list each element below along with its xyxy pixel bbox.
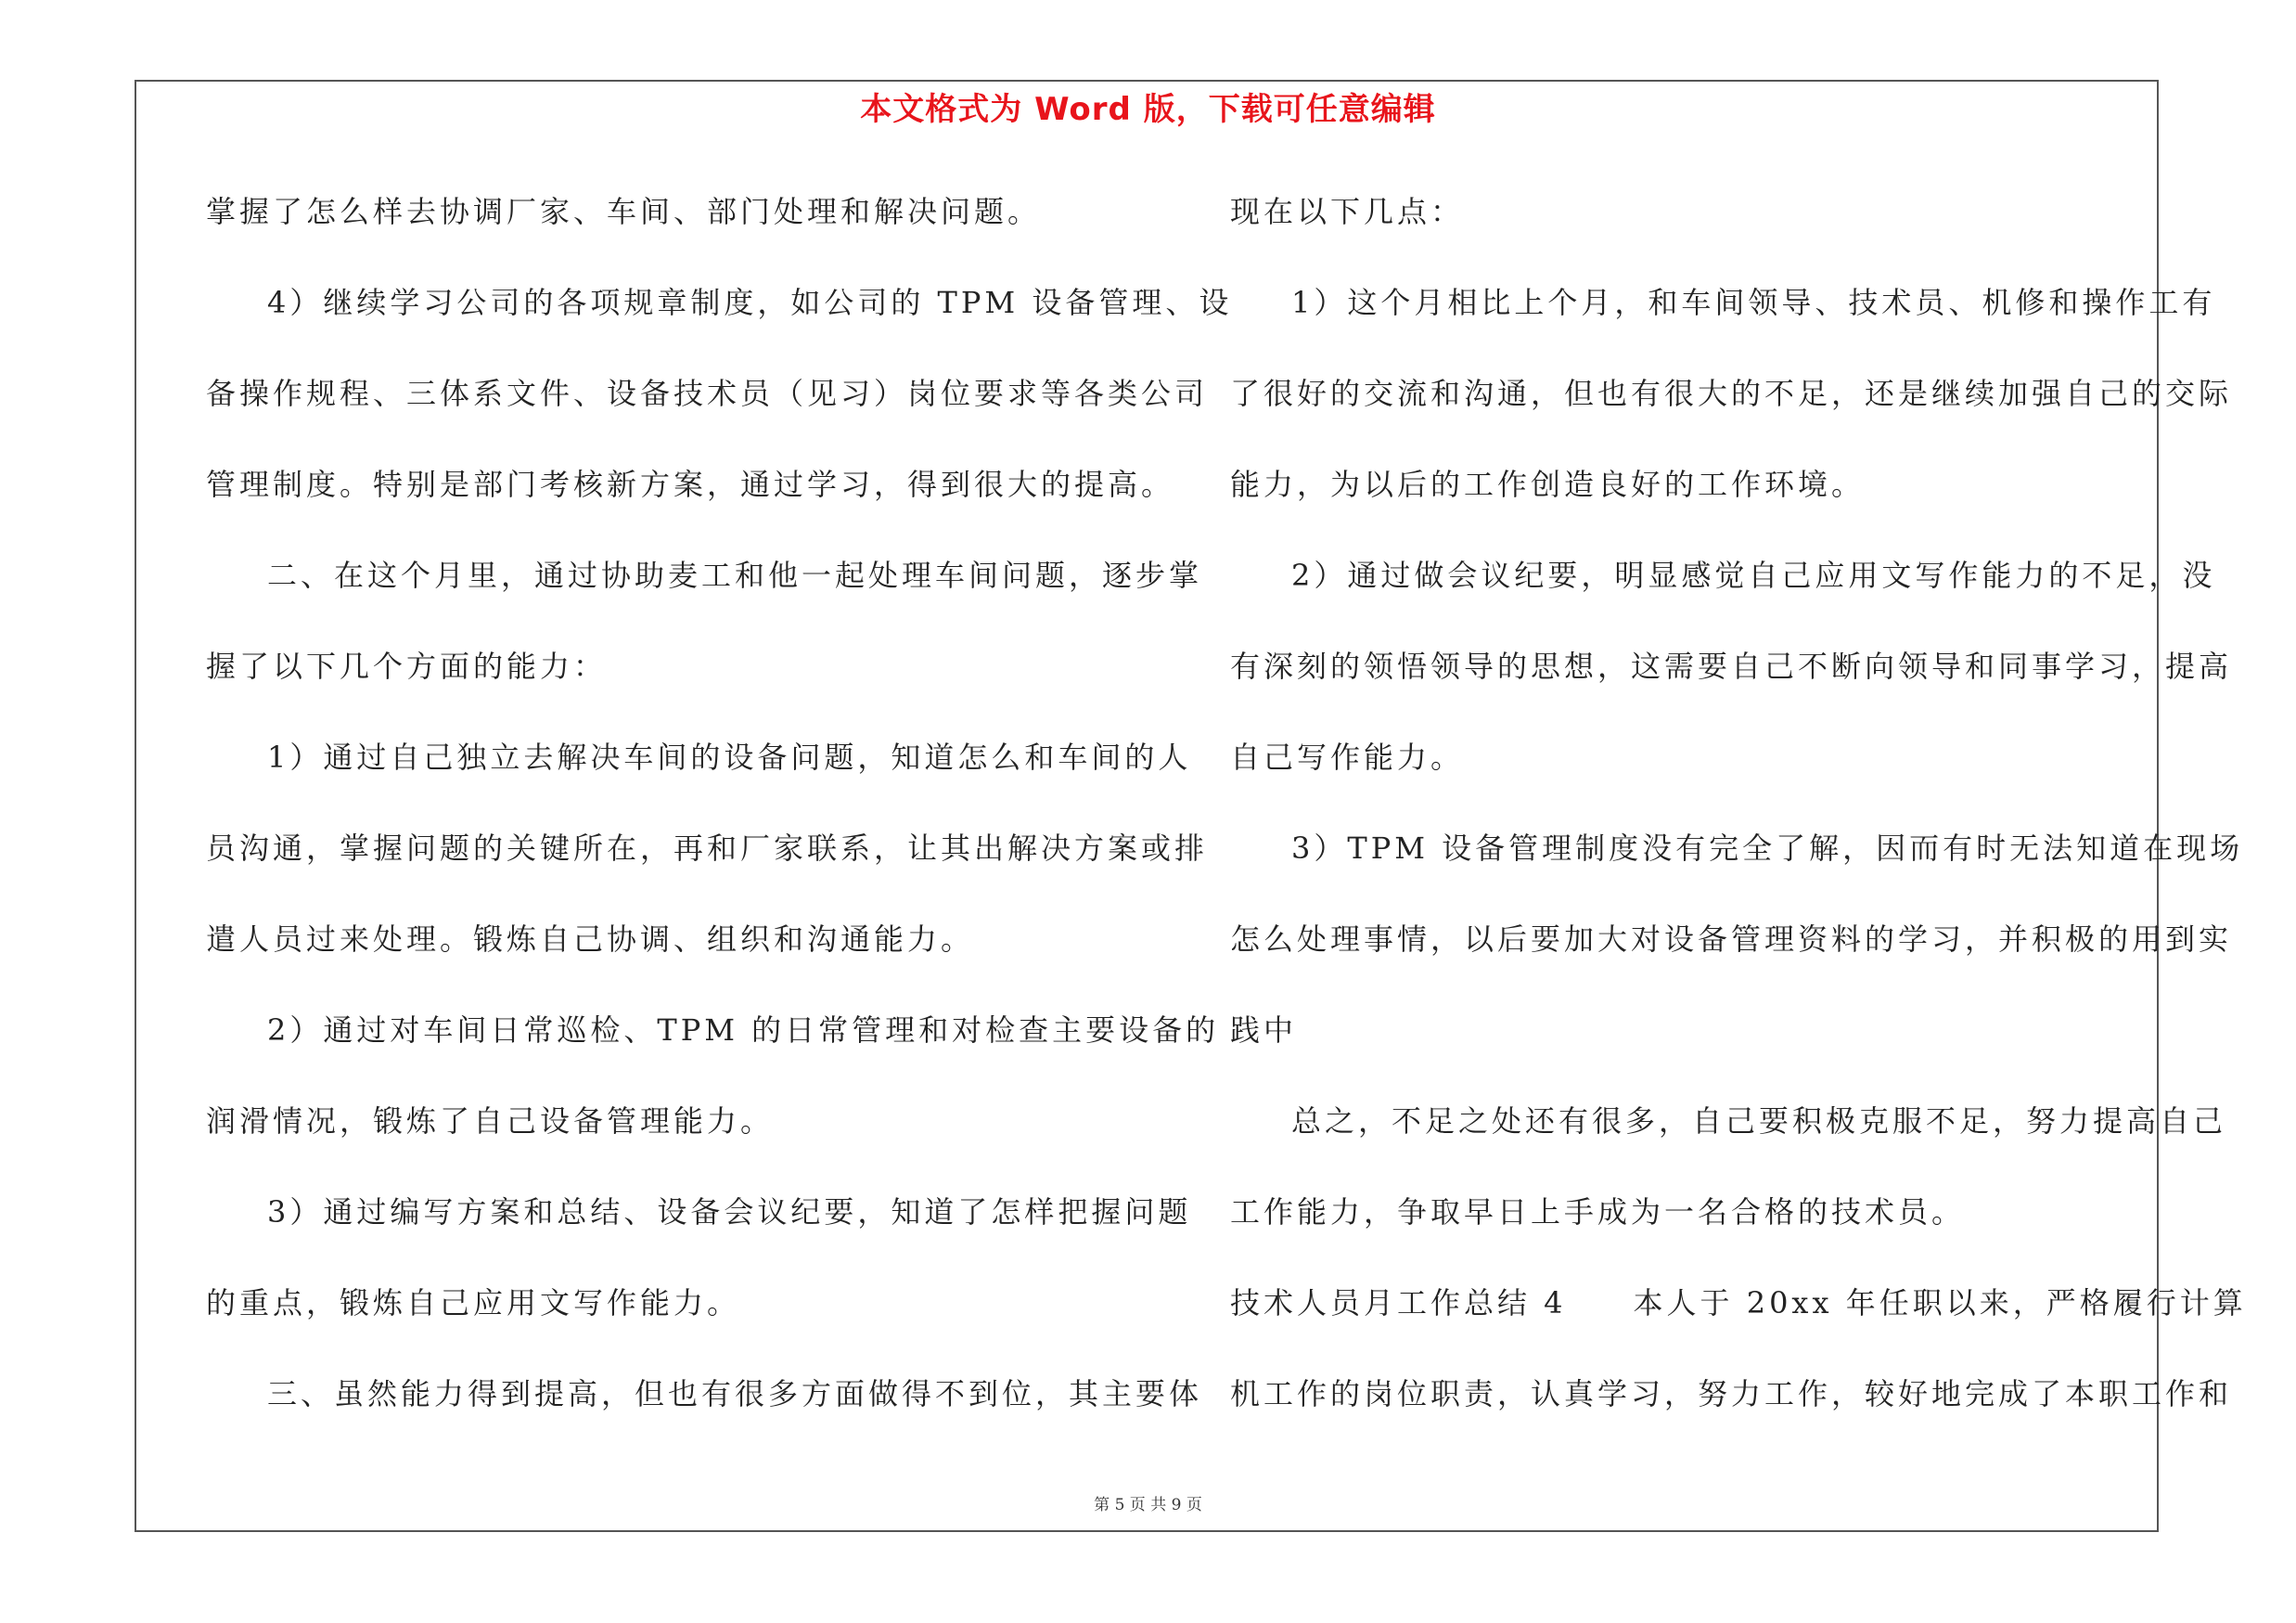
text-line: 备操作规程、三体系文件、设备技术员（见习）岗位要求等各类公司 bbox=[206, 376, 1209, 411]
text-line: 能力，为以后的工作创造良好的工作环境。 bbox=[1230, 467, 1866, 502]
text-line: 管理制度。特别是部门考核新方案，通过学习，得到很大的提高。 bbox=[206, 467, 1175, 502]
text-line: 的重点，锻炼自己应用文写作能力。 bbox=[206, 1285, 741, 1320]
text-line: 2）通过对车间日常巡检、TPM 的日常管理和对检查主要设备的 bbox=[267, 1012, 1220, 1048]
text-line: 3）TPM 设备管理制度没有完全了解，因而有时无法知道在现场 bbox=[1291, 831, 2244, 866]
text-line: 润滑情况，锻炼了自己设备管理能力。 bbox=[206, 1103, 775, 1139]
text-line: 员沟通，掌握问题的关键所在，再和厂家联系，让其出解决方案或排 bbox=[206, 831, 1209, 866]
text-line: 2）通过做会议纪要，明显感觉自己应用文写作能力的不足，没 bbox=[1291, 558, 2216, 593]
right-text-column bbox=[1230, 183, 2247, 1456]
text-line: 践中 bbox=[1230, 1012, 1298, 1048]
text-line: 三、虽然能力得到提高，但也有很多方面做得不到位，其主要体 bbox=[267, 1376, 1203, 1411]
text-line: 技术人员月工作总结 4 本人于 20xx 年任职以来，严格履行计算 bbox=[1230, 1285, 2247, 1320]
text-line: 工作能力，争取早日上手成为一名合格的技术员。 bbox=[1230, 1194, 1966, 1230]
text-line: 了很好的交流和沟通，但也有很大的不足，还是继续加强自己的交际 bbox=[1230, 376, 2233, 411]
text-line: 1）通过自己独立去解决车间的设备问题，知道怎么和车间的人 bbox=[267, 740, 1192, 775]
text-line: 掌握了怎么样去协调厂家、车间、部门处理和解决问题。 bbox=[206, 194, 1042, 229]
left-text-column bbox=[206, 183, 1233, 1456]
text-line: 遣人员过来处理。锻炼自己协调、组织和沟通能力。 bbox=[206, 921, 975, 957]
text-line: 怎么处理事情，以后要加大对设备管理资料的学习，并积极的用到实 bbox=[1230, 921, 2233, 957]
text-line: 1）这个月相比上个月，和车间领导、技术员、机修和操作工有 bbox=[1291, 285, 2216, 320]
text-line: 有深刻的领悟领导的思想，这需要自己不断向领导和同事学习，提高 bbox=[1230, 649, 2233, 684]
text-line: 3）通过编写方案和总结、设备会议纪要，知道了怎样把握问题 bbox=[267, 1194, 1192, 1230]
text-line: 4）继续学习公司的各项规章制度，如公司的 TPM 设备管理、设 bbox=[267, 285, 1233, 320]
text-line: 二、在这个月里，通过协助麦工和他一起处理车间问题，逐步掌 bbox=[267, 558, 1203, 593]
text-line: 现在以下几点： bbox=[1230, 194, 1465, 229]
text-line: 机工作的岗位职责，认真学习，努力工作，较好地完成了本职工作和 bbox=[1230, 1376, 2233, 1411]
format-notice-banner: 本文格式为 Word 版，下载可任意编辑 bbox=[860, 91, 1436, 128]
page-number: 第 5 页 共 9 页 bbox=[1094, 1496, 1202, 1514]
text-line: 总之，不足之处还有很多，自己要积极克服不足，努力提高自己 bbox=[1291, 1103, 2227, 1139]
text-line: 自己写作能力。 bbox=[1230, 740, 1465, 775]
text-line: 握了以下几个方面的能力： bbox=[206, 649, 608, 684]
